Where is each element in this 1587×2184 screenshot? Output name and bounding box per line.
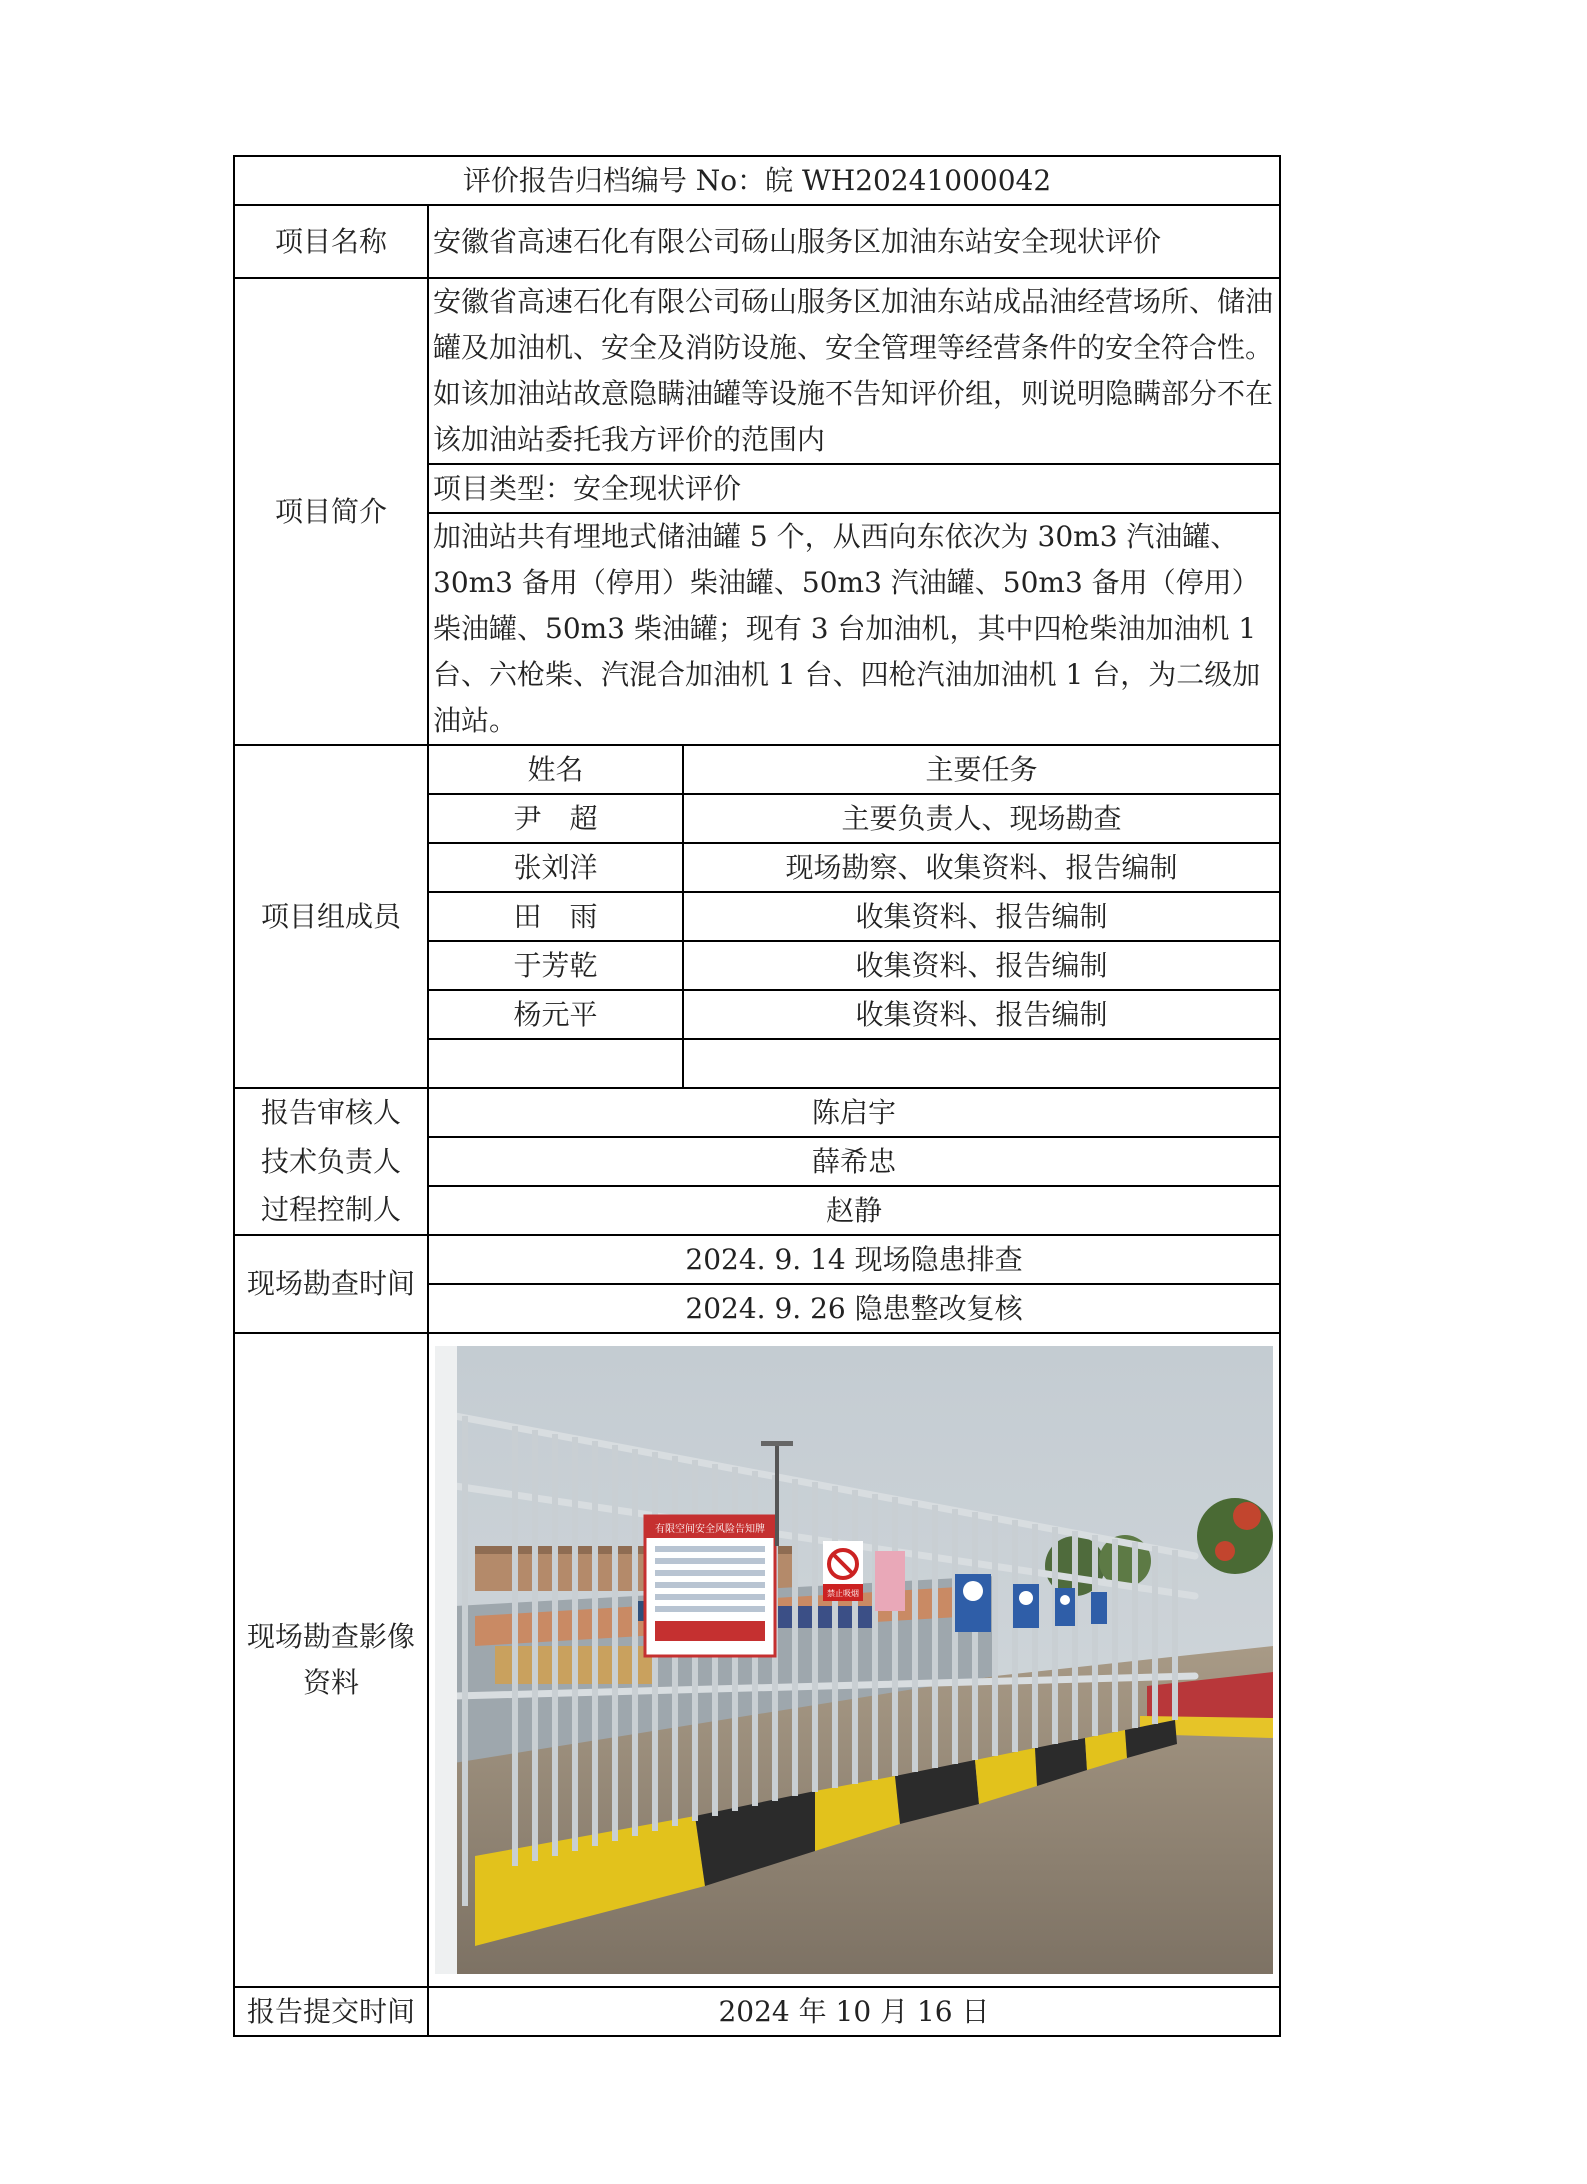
member-task: 主要负责人、现场勘查 [683,794,1280,843]
board-title: 有限空间安全风险告知牌 [655,1524,765,1535]
site-photo-image [435,1346,1273,1974]
site-photo [435,1346,1273,1974]
reviewer-role: 报告审核人 [234,1088,428,1137]
survey-time-entry: 2024. 9. 26 隐患整改复核 [428,1284,1280,1333]
team-label: 项目组成员 [234,745,428,1088]
member-name: 尹 超 [428,794,683,843]
member-task: 收集资料、报告编制 [683,892,1280,941]
project-name-label: 项目名称 [234,205,428,278]
member-name [428,1039,683,1088]
project-type: 项目类型：安全现状评价 [428,464,1280,513]
member-name: 于芳乾 [428,941,683,990]
report-info-table [233,155,1281,2037]
member-name: 杨元平 [428,990,683,1039]
member-task: 现场勘察、收集资料、报告编制 [683,843,1280,892]
survey-photo-label: 现场勘查影像资料 [234,1333,428,1987]
archive-number: 评价报告归档编号 No：皖 WH20241000042 [234,156,1280,205]
project-name-value: 安徽省高速石化有限公司砀山服务区加油东站安全现状评价 [428,205,1280,278]
reviewer-name: 赵静 [428,1186,1280,1235]
report-cover-sheet [233,155,1279,2037]
team-header-task: 主要任务 [683,745,1280,794]
member-name: 张刘洋 [428,843,683,892]
reviewer-role: 过程控制人 [234,1186,428,1235]
team-header-name: 姓名 [428,745,683,794]
project-intro-label: 项目简介 [234,278,428,745]
project-scope: 安徽省高速石化有限公司砀山服务区加油东站成品油经营场所、储油罐及加油机、安全及消防设施、安全管理等经营条件的安全符合性。如该加油站故意隐瞒油罐等设施不告知评价组，则说明隐瞒部分不在该加油站委托我方评价的范围内 [428,278,1280,464]
project-description: 加油站共有埋地式储油罐 5 个，从西向东依次为 30m3 汽油罐、30m3 备用（停用）柴油罐、50m3 汽油罐、50m3 备用（停用）柴油罐、50m3 柴油罐；现有 3 台加油机，其中四枪柴油加油机 1 台、六枪柴、汽混合加油机 1 台、四枪汽油加油机 1 台，为二级加油站。 [428,513,1280,745]
reviewer-name: 薛希忠 [428,1137,1280,1186]
member-task [683,1039,1280,1088]
reviewer-name: 陈启宇 [428,1088,1280,1137]
survey-time-entry: 2024. 9. 14 现场隐患排查 [428,1235,1280,1284]
submit-time-value: 2024 年 10 月 16 日 [428,1987,1280,2036]
survey-time-label: 现场勘查时间 [234,1235,428,1333]
no-smoking-label: 禁止吸烟 [827,1589,859,1598]
member-task: 收集资料、报告编制 [683,990,1280,1039]
survey-photo-cell [428,1333,1280,1987]
member-task: 收集资料、报告编制 [683,941,1280,990]
member-name: 田 雨 [428,892,683,941]
reviewer-role: 技术负责人 [234,1137,428,1186]
submit-time-label: 报告提交时间 [234,1987,428,2036]
